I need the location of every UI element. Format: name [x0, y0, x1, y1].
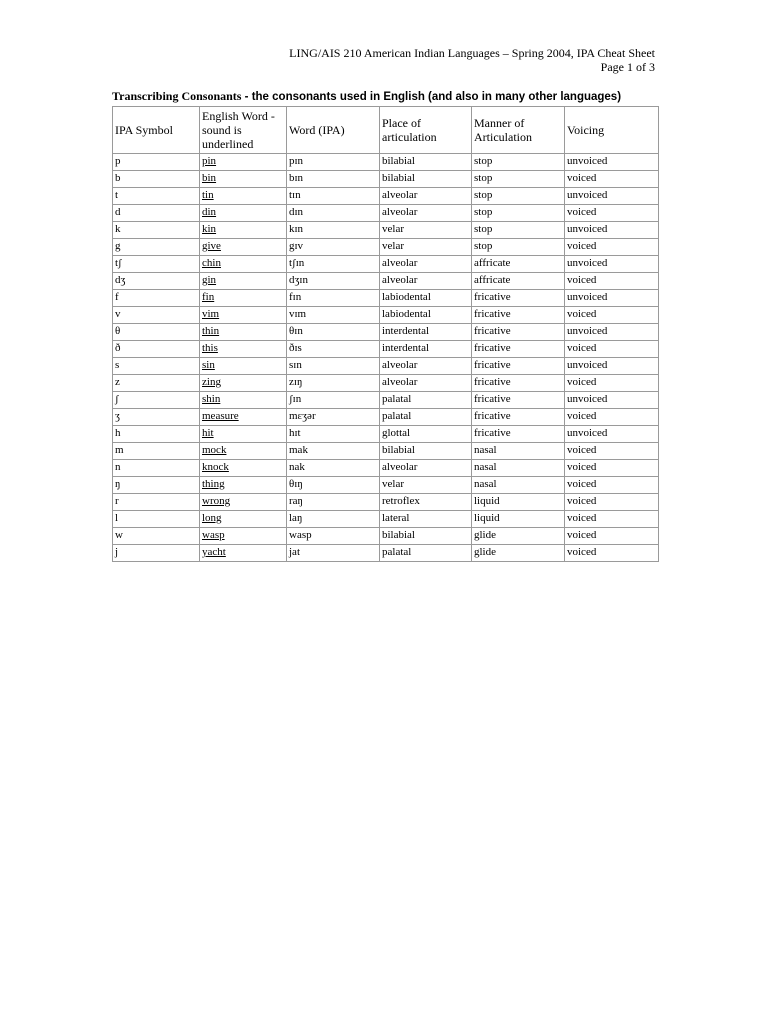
cell-voicing: voiced	[565, 205, 659, 222]
cell-ipa-symbol: h	[113, 426, 200, 443]
cell-ipa-symbol: dʒ	[113, 273, 200, 290]
cell-place: labiodental	[380, 290, 472, 307]
cell-word-ipa: laŋ	[287, 511, 380, 528]
section-title	[112, 89, 621, 104]
table-body	[113, 154, 659, 562]
cell-place: interdental	[380, 324, 472, 341]
cell-manner: glide	[472, 545, 565, 562]
cell-english-word: this	[200, 341, 287, 358]
table-row	[113, 392, 659, 409]
cell-voicing: unvoiced	[565, 222, 659, 239]
cell-manner: liquid	[472, 494, 565, 511]
cell-place: alveolar	[380, 375, 472, 392]
cell-ipa-symbol: m	[113, 443, 200, 460]
table-row	[113, 290, 659, 307]
cell-word-ipa: pɪn	[287, 154, 380, 171]
cell-english-word: pin	[200, 154, 287, 171]
cell-manner: nasal	[472, 443, 565, 460]
cell-place: palatal	[380, 392, 472, 409]
cell-manner: fricative	[472, 307, 565, 324]
table-row	[113, 443, 659, 460]
cell-place: alveolar	[380, 358, 472, 375]
cell-ipa-symbol: d	[113, 205, 200, 222]
cell-ipa-symbol: s	[113, 358, 200, 375]
cell-place: labiodental	[380, 307, 472, 324]
cell-place: alveolar	[380, 205, 472, 222]
cell-word-ipa: zɪŋ	[287, 375, 380, 392]
cell-place: interdental	[380, 341, 472, 358]
cell-voicing: voiced	[565, 477, 659, 494]
cell-word-ipa: nak	[287, 460, 380, 477]
cell-manner: fricative	[472, 341, 565, 358]
cell-ipa-symbol: ʃ	[113, 392, 200, 409]
cell-manner: stop	[472, 222, 565, 239]
section-title-sub: - the consonants used in English (and also in many other languages)	[241, 91, 622, 103]
table-row	[113, 477, 659, 494]
cell-word-ipa: tɪn	[287, 188, 380, 205]
cell-place: lateral	[380, 511, 472, 528]
cell-place: velar	[380, 477, 472, 494]
cell-word-ipa: θɪŋ	[287, 477, 380, 494]
table-row	[113, 528, 659, 545]
cell-voicing: voiced	[565, 511, 659, 528]
cell-voicing: unvoiced	[565, 426, 659, 443]
cell-manner: fricative	[472, 324, 565, 341]
cell-place: palatal	[380, 409, 472, 426]
cell-english-word: shin	[200, 392, 287, 409]
cell-voicing: voiced	[565, 341, 659, 358]
cell-english-word: vim	[200, 307, 287, 324]
table-row	[113, 171, 659, 188]
cell-place: glottal	[380, 426, 472, 443]
cell-voicing: voiced	[565, 460, 659, 477]
cell-manner: stop	[472, 154, 565, 171]
cell-voicing: unvoiced	[565, 154, 659, 171]
cell-voicing: unvoiced	[565, 290, 659, 307]
cell-voicing: voiced	[565, 273, 659, 290]
cell-english-word: wrong	[200, 494, 287, 511]
cell-manner: stop	[472, 171, 565, 188]
cell-place: bilabial	[380, 443, 472, 460]
table-row	[113, 188, 659, 205]
cell-ipa-symbol: k	[113, 222, 200, 239]
table-row	[113, 324, 659, 341]
cell-manner: fricative	[472, 358, 565, 375]
cell-manner: stop	[472, 205, 565, 222]
cell-place: alveolar	[380, 188, 472, 205]
column-header-manner: Manner of Articulation	[472, 107, 565, 154]
cell-ipa-symbol: z	[113, 375, 200, 392]
cell-manner: glide	[472, 528, 565, 545]
cell-voicing: voiced	[565, 307, 659, 324]
table-row	[113, 341, 659, 358]
table-row	[113, 154, 659, 171]
cell-ipa-symbol: v	[113, 307, 200, 324]
cell-manner: fricative	[472, 409, 565, 426]
cell-ipa-symbol: n	[113, 460, 200, 477]
cell-manner: nasal	[472, 477, 565, 494]
cell-english-word: yacht	[200, 545, 287, 562]
cell-voicing: voiced	[565, 171, 659, 188]
cell-word-ipa: bɪn	[287, 171, 380, 188]
cell-english-word: thin	[200, 324, 287, 341]
cell-manner: fricative	[472, 375, 565, 392]
cell-english-word: knock	[200, 460, 287, 477]
table-row	[113, 205, 659, 222]
cell-place: alveolar	[380, 273, 472, 290]
cell-ipa-symbol: ð	[113, 341, 200, 358]
table-row	[113, 273, 659, 290]
cell-manner: liquid	[472, 511, 565, 528]
cell-place: palatal	[380, 545, 472, 562]
table-row	[113, 409, 659, 426]
cell-english-word: fin	[200, 290, 287, 307]
cell-word-ipa: ʃɪn	[287, 392, 380, 409]
cell-word-ipa: tʃɪn	[287, 256, 380, 273]
cell-place: alveolar	[380, 256, 472, 273]
cell-voicing: voiced	[565, 443, 659, 460]
cell-word-ipa: θɪn	[287, 324, 380, 341]
cell-english-word: measure	[200, 409, 287, 426]
cell-word-ipa: vɪm	[287, 307, 380, 324]
cell-word-ipa: kɪn	[287, 222, 380, 239]
cell-voicing: voiced	[565, 375, 659, 392]
cell-ipa-symbol: l	[113, 511, 200, 528]
column-header-word-ipa: Word (IPA)	[287, 107, 380, 154]
cell-ipa-symbol: t	[113, 188, 200, 205]
table-header-row	[113, 107, 659, 154]
cell-place: alveolar	[380, 460, 472, 477]
table-row	[113, 256, 659, 273]
column-header-ipa-symbol: IPA Symbol	[113, 107, 200, 154]
cell-english-word: sin	[200, 358, 287, 375]
cell-english-word: chin	[200, 256, 287, 273]
cell-english-word: kin	[200, 222, 287, 239]
cell-manner: fricative	[472, 392, 565, 409]
table-row	[113, 239, 659, 256]
cell-ipa-symbol: r	[113, 494, 200, 511]
cell-english-word: bin	[200, 171, 287, 188]
cell-english-word: wasp	[200, 528, 287, 545]
cell-voicing: unvoiced	[565, 188, 659, 205]
cell-english-word: mock	[200, 443, 287, 460]
cell-manner: fricative	[472, 290, 565, 307]
cell-word-ipa: wasp	[287, 528, 380, 545]
cell-manner: stop	[472, 239, 565, 256]
cell-word-ipa: mɛʒər	[287, 409, 380, 426]
cell-word-ipa: gɪv	[287, 239, 380, 256]
cell-english-word: give	[200, 239, 287, 256]
cell-ipa-symbol: ŋ	[113, 477, 200, 494]
cell-english-word: zing	[200, 375, 287, 392]
column-header-voicing: Voicing	[565, 107, 659, 154]
cell-word-ipa: raŋ	[287, 494, 380, 511]
cell-ipa-symbol: tʃ	[113, 256, 200, 273]
cell-word-ipa: fɪn	[287, 290, 380, 307]
cell-ipa-symbol: ʒ	[113, 409, 200, 426]
cell-ipa-symbol: θ	[113, 324, 200, 341]
cell-place: bilabial	[380, 171, 472, 188]
cell-word-ipa: jat	[287, 545, 380, 562]
cell-english-word: tin	[200, 188, 287, 205]
cell-manner: affricate	[472, 273, 565, 290]
cell-english-word: hit	[200, 426, 287, 443]
cell-english-word: thing	[200, 477, 287, 494]
cell-place: bilabial	[380, 528, 472, 545]
page-number: Page 1 of 3	[600, 60, 655, 74]
consonant-table	[112, 106, 659, 562]
table-row	[113, 426, 659, 443]
course-line: LING/AIS 210 American Indian Languages – Spring 2004, IPA Cheat Sheet	[289, 46, 655, 60]
table-row	[113, 545, 659, 562]
cell-english-word: gin	[200, 273, 287, 290]
cell-manner: nasal	[472, 460, 565, 477]
cell-manner: affricate	[472, 256, 565, 273]
cell-voicing: unvoiced	[565, 392, 659, 409]
cell-english-word: long	[200, 511, 287, 528]
table-row	[113, 494, 659, 511]
column-header-english-word: English Word - sound is underlined	[200, 107, 287, 154]
cell-place: velar	[380, 239, 472, 256]
page-header	[289, 46, 655, 74]
cell-manner: stop	[472, 188, 565, 205]
cell-place: bilabial	[380, 154, 472, 171]
cell-voicing: voiced	[565, 239, 659, 256]
cell-word-ipa: dɪn	[287, 205, 380, 222]
cell-voicing: unvoiced	[565, 256, 659, 273]
cell-voicing: voiced	[565, 409, 659, 426]
cell-voicing: unvoiced	[565, 358, 659, 375]
cell-place: velar	[380, 222, 472, 239]
cell-word-ipa: dʒɪn	[287, 273, 380, 290]
cell-ipa-symbol: g	[113, 239, 200, 256]
cell-ipa-symbol: j	[113, 545, 200, 562]
table-row	[113, 511, 659, 528]
cell-ipa-symbol: b	[113, 171, 200, 188]
table-row	[113, 460, 659, 477]
cell-ipa-symbol: w	[113, 528, 200, 545]
cell-word-ipa: mak	[287, 443, 380, 460]
cell-english-word: din	[200, 205, 287, 222]
cell-voicing: voiced	[565, 528, 659, 545]
table-row	[113, 307, 659, 324]
cell-ipa-symbol: f	[113, 290, 200, 307]
cell-voicing: voiced	[565, 494, 659, 511]
cell-voicing: unvoiced	[565, 324, 659, 341]
cell-word-ipa: ðɪs	[287, 341, 380, 358]
cell-place: retroflex	[380, 494, 472, 511]
table-row	[113, 375, 659, 392]
table-row	[113, 222, 659, 239]
cell-word-ipa: hɪt	[287, 426, 380, 443]
cell-ipa-symbol: p	[113, 154, 200, 171]
cell-voicing: voiced	[565, 545, 659, 562]
section-title-main: Transcribing Consonants	[112, 89, 242, 103]
table-row	[113, 358, 659, 375]
cell-manner: fricative	[472, 426, 565, 443]
column-header-place: Place of articulation	[380, 107, 472, 154]
cell-word-ipa: sɪn	[287, 358, 380, 375]
